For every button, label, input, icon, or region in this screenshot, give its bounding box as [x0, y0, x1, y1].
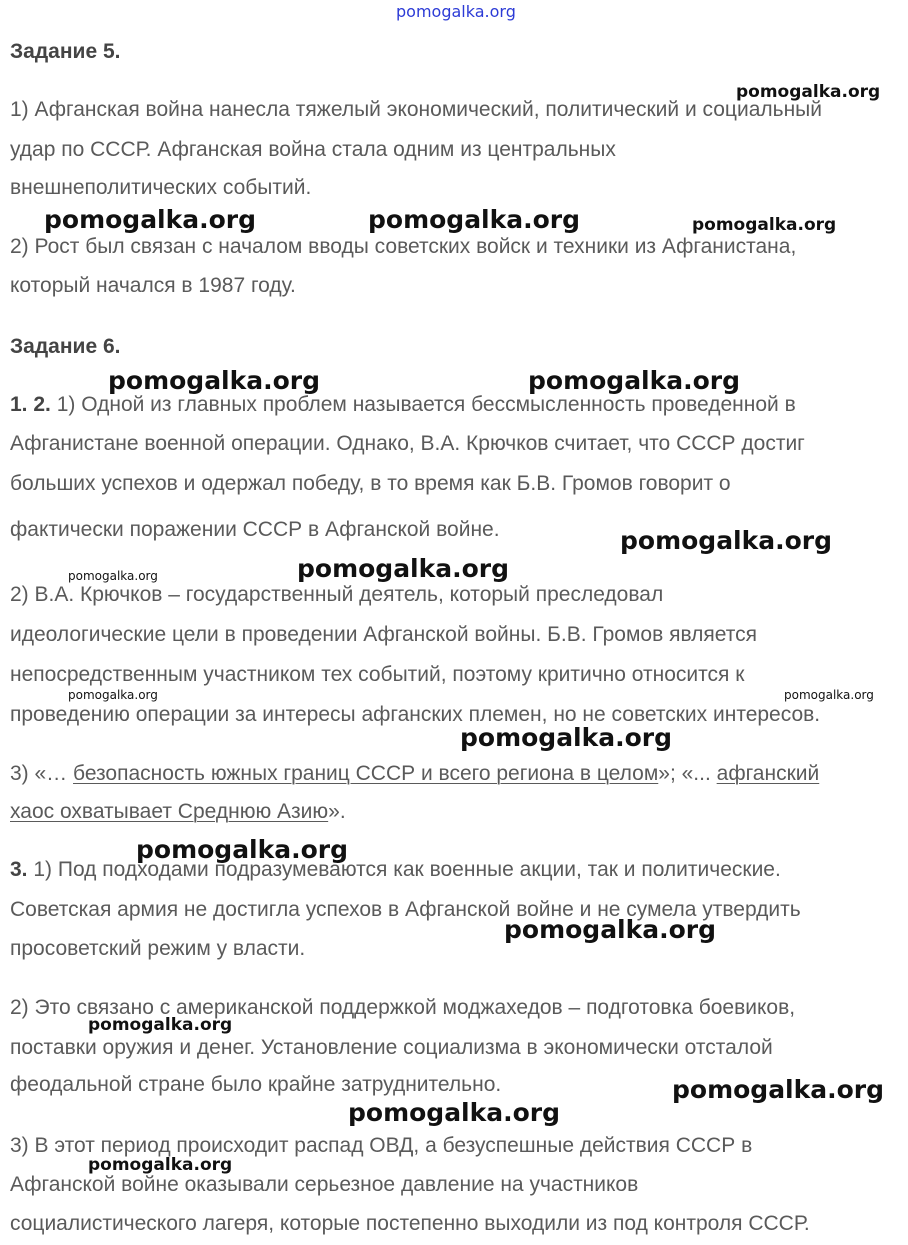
watermark: pomogalka.org [736, 82, 881, 102]
watermark: pomogalka.org [44, 205, 257, 234]
task6-s3p3-line-2: Афганской войне оказывали серьезное давление на участников [10, 1173, 639, 1196]
watermark: pomogalka.org [136, 835, 349, 864]
task6-s3-line-1 [10, 857, 781, 883]
task6-p3-suffix: ». [328, 800, 346, 823]
watermark: pomogalka.org [108, 366, 321, 395]
watermark: pomogalka.org [88, 1015, 233, 1035]
task6-p2-line-1: 2) В.А. Крючков – государственный деятель, который преследовал [10, 583, 664, 606]
watermark: pomogalka.org [68, 688, 158, 702]
watermark: pomogalka.org [672, 1075, 885, 1104]
task6-p12-line-4: фактически поражении СССР в Афганской войне. [10, 518, 500, 541]
task6-s3p2-line-2: поставки оружия и денег. Установление социализма в экономически отсталой [10, 1036, 773, 1059]
task6-p12-number: 1. 2. [10, 393, 51, 416]
task6-s3-number: 3. [10, 858, 28, 881]
watermark: pomogalka.org [68, 569, 158, 583]
task6-s3p3-line-1: 3) В этот период происходит распад ОВД, а безуспешные действия СССР в [10, 1134, 753, 1157]
task6-p3-prefix: 3) «… [10, 762, 74, 785]
watermark: pomogalka.org [504, 915, 717, 944]
task6-p2-line-2: идеологические цели в проведении Афганской войны. Б.В. Громов является [10, 623, 757, 646]
watermark: pomogalka.org [348, 1098, 561, 1127]
task6-p3-quote-2b: хаос охватывает Среднюю Азию [10, 800, 329, 823]
watermark: pomogalka.org [620, 526, 833, 555]
task6-s3p2-line-1: 2) Это связано с американской поддержкой моджахедов – подготовка боевиков, [10, 996, 796, 1019]
watermark: pomogalka.org [528, 366, 741, 395]
task6-p2-line-3: непосредственным участником тех событий, поэтому критично относится к [10, 663, 745, 686]
task6-heading: Задание 6. [10, 335, 121, 358]
task6-p2-line-4: проведению операции за интересы афганских племен, но не советских интересов. [10, 703, 821, 726]
task6-p3-line-1 [10, 761, 819, 787]
watermark: pomogalka.org [692, 215, 837, 235]
task6-p3-middle: »; «... [658, 762, 717, 785]
task6-s3p2-line-3: феодальной стране было крайне затруднительно. [10, 1073, 502, 1096]
task6-p12-line-1 [10, 392, 796, 418]
watermark: pomogalka.org [460, 723, 673, 752]
task5-line-3: внешнеполитических событий. [10, 176, 312, 199]
task5-heading: Задание 5. [10, 40, 121, 63]
watermark: pomogalka.org [297, 554, 510, 583]
task6-p12-text: 1) Одной из главных проблем называется бессмысленность проведенной в [50, 393, 796, 416]
task6-s3-line-3: просоветский режим у власти. [10, 937, 306, 960]
task6-s3-line-2: Советская армия не достигла успехов в Афганской войне и не сумела утвердить [10, 898, 801, 921]
task6-s3-text: 1) Под подходами подразумеваются как военные акции, так и политические. [27, 858, 781, 881]
task6-p12-line-2: Афганистане военной операции. Однако, В.А. Крючков считает, что СССР достиг [10, 432, 805, 455]
task5-line-5: который начался в 1987 году. [10, 274, 296, 297]
watermark: pomogalka.org [784, 688, 874, 702]
task5-line-4: 2) Рост был связан с началом вводы советских войск и техники из Афганистана, [10, 235, 797, 258]
task5-line-2: удар по СССР. Афганская война стала одним из центральных [10, 138, 616, 161]
task6-p12-line-3: больших успехов и одержал победу, в то время как Б.В. Громов говорит о [10, 472, 731, 495]
task6-p3-line-2 [10, 799, 346, 825]
task6-s3p3-line-3: социалистического лагеря, которые постепенно выходили из под контроля СССР. [10, 1212, 810, 1235]
task6-p3-quote-2a: афганский [716, 762, 820, 785]
task5-line-1: 1) Афганская война нанесла тяжелый экономический, политический и социальный [10, 98, 822, 121]
watermark-top[interactable]: pomogalka.org [396, 2, 516, 21]
task6-p3-quote-1: безопасность южных границ СССР и всего региона в целом [73, 762, 659, 785]
watermark: pomogalka.org [88, 1155, 233, 1175]
watermark: pomogalka.org [368, 205, 581, 234]
